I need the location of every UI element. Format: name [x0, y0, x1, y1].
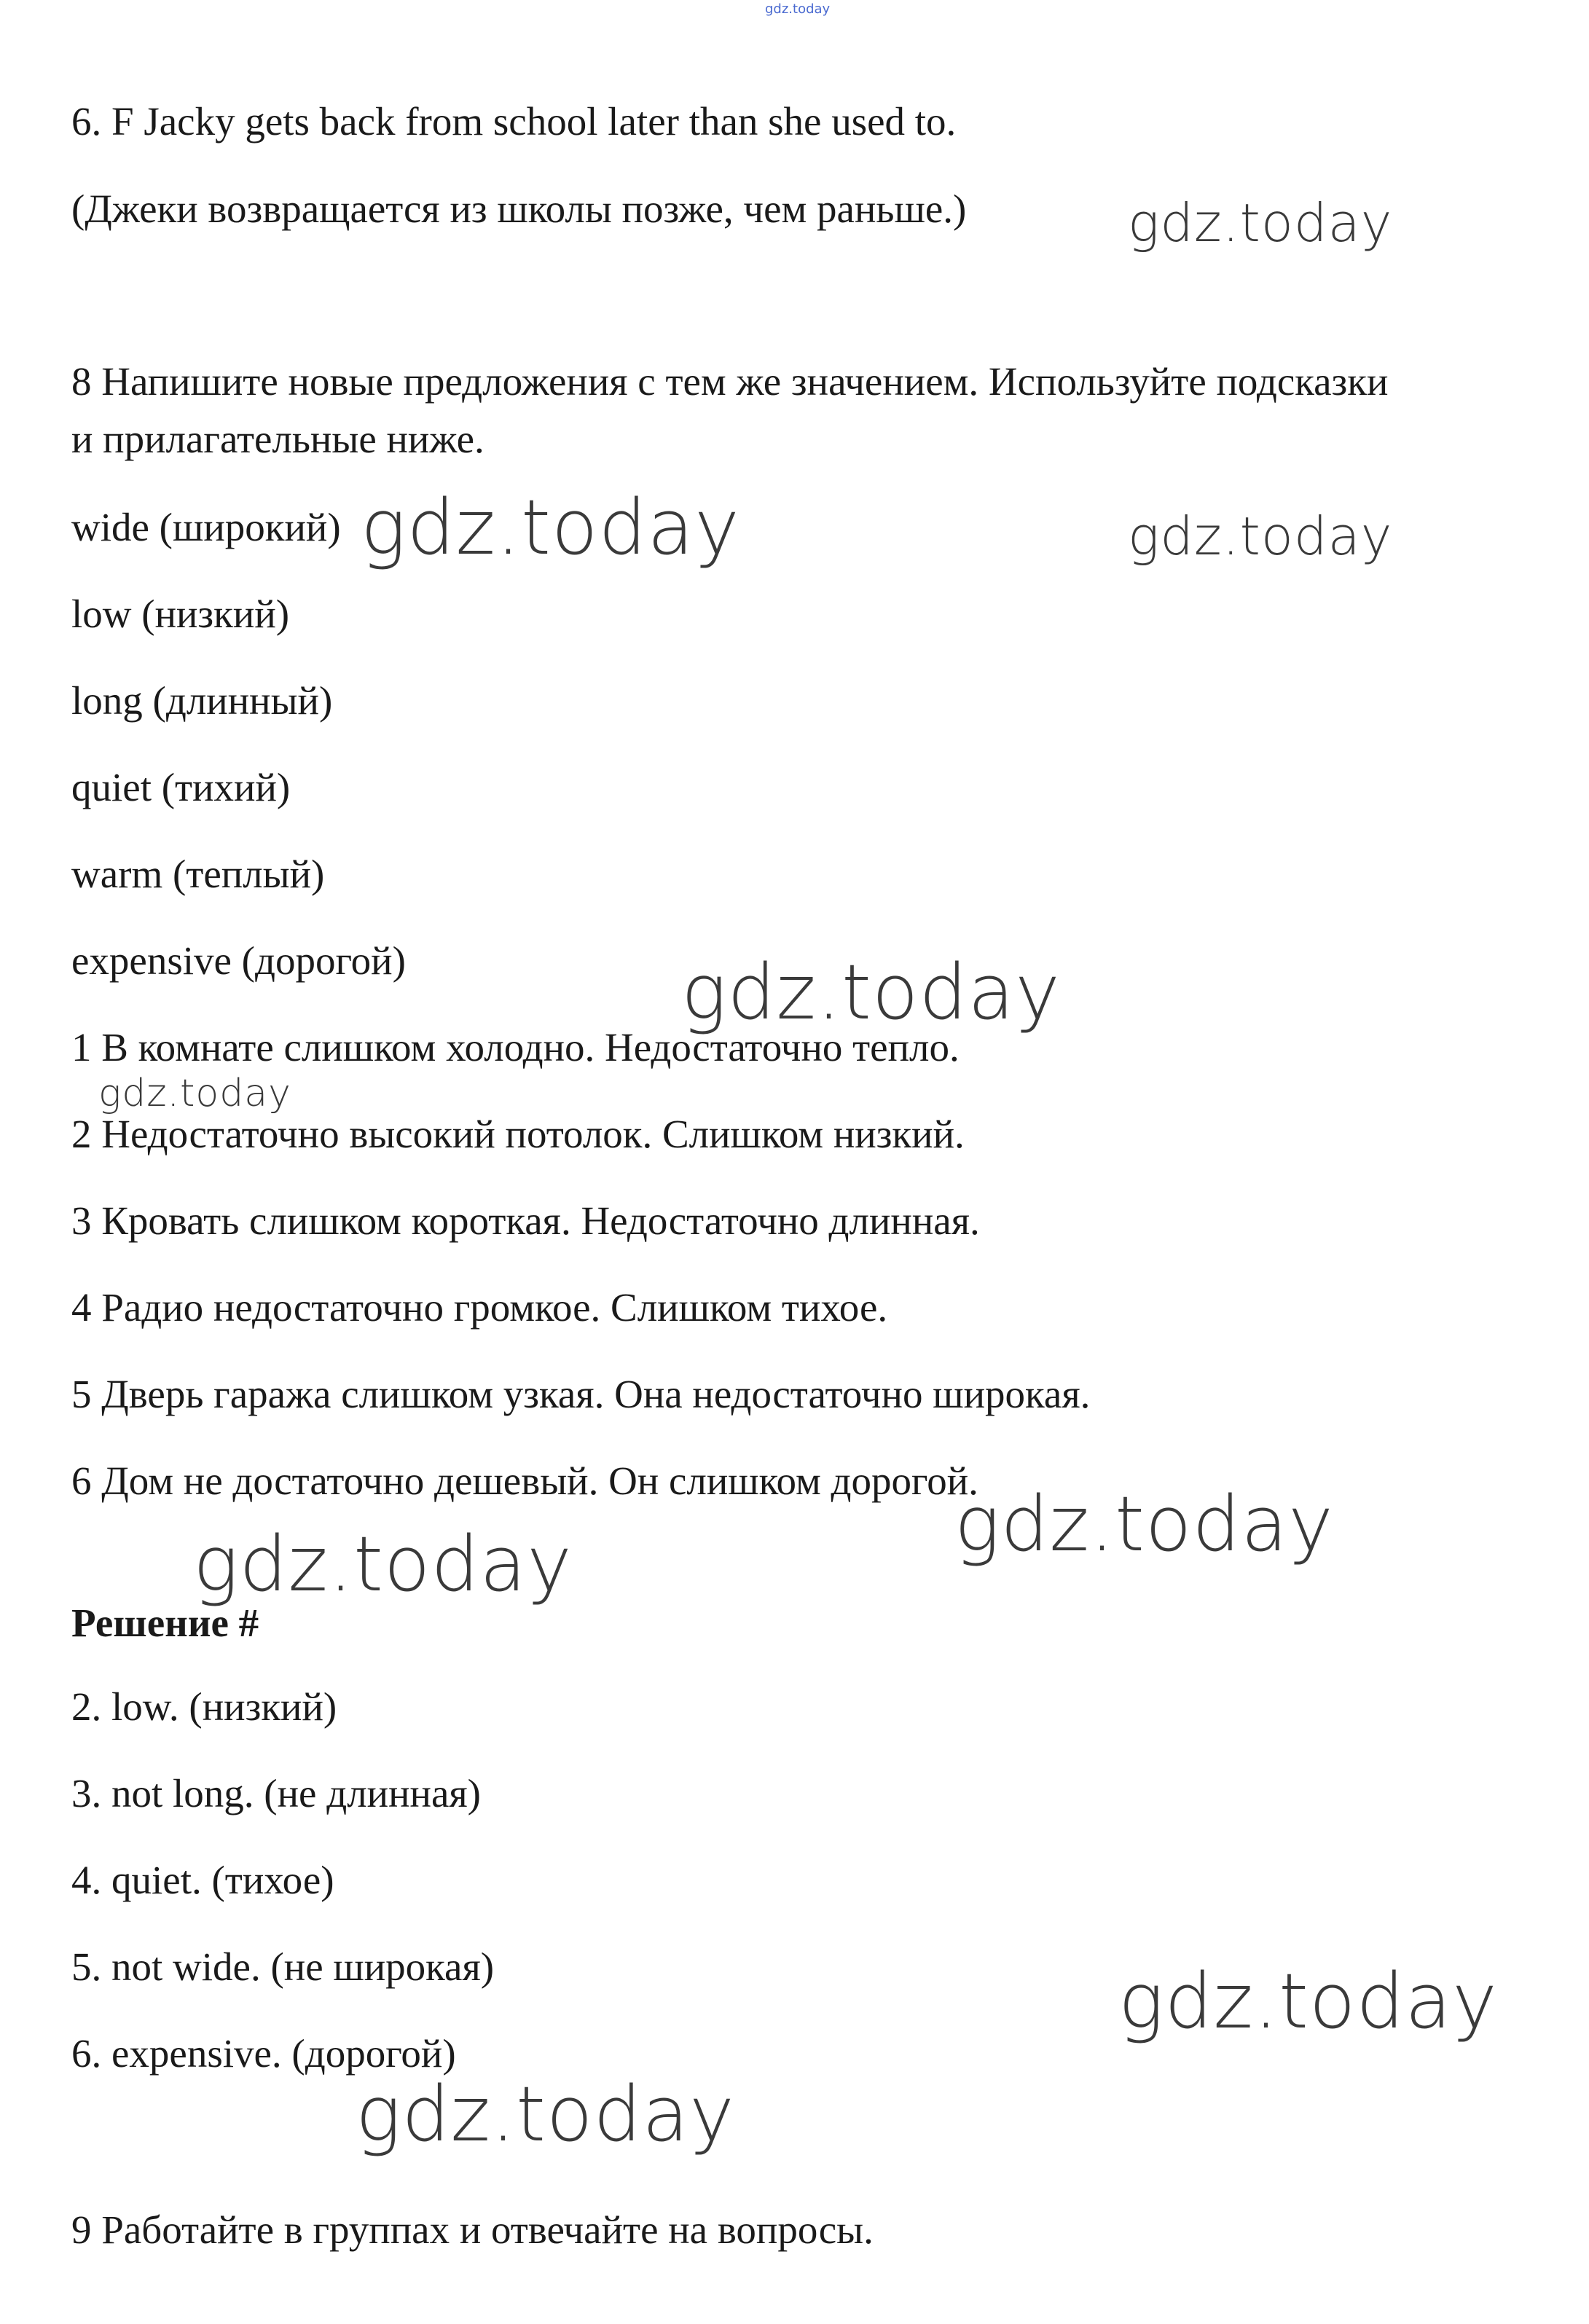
adjective-hint: low (низкий) [71, 592, 290, 636]
exercise-item: 5 Дверь гаража слишком узкая. Она недостаточно широкая. [71, 1372, 1091, 1416]
answer-item: 5. not wide. (не широкая) [71, 1944, 495, 1989]
exercise-item: 4 Радио недостаточно громкое. Слишком тихое. [71, 1285, 888, 1330]
exercise-item: 1 В комнате слишком холодно. Недостаточно тепло. [71, 1025, 960, 1069]
answer-item: 3. not long. (не длинная) [71, 1771, 481, 1815]
answer-item: 2. low. (низкий) [71, 1684, 337, 1729]
watermark: gdz.today [681, 948, 1061, 1037]
adjective-hint: quiet (тихий) [71, 765, 291, 809]
text-line: 6. F Jacky gets back from school later than she used to. [71, 99, 957, 144]
answer-item: 6. expensive. (дорогой) [71, 2031, 456, 2076]
watermark: gdz.today [1128, 506, 1393, 567]
exercise-item: 2 Недостаточно высокий потолок. Слишком низкий. [71, 1112, 965, 1156]
solution-heading: Решение # [71, 1601, 259, 1645]
watermark: gdz.today [361, 483, 740, 572]
text-line: (Джеки возвращается из школы позже, чем раньше.) [71, 187, 967, 231]
text-line: и прилагательные ниже. [71, 417, 484, 461]
watermark: gdz.today [1128, 192, 1393, 254]
text-line: 9 Работайте в группах и отвечайте на вопросы. [71, 2207, 874, 2252]
adjective-hint: expensive (дорогой) [71, 938, 406, 983]
watermark: gdz.today [193, 1520, 573, 1609]
header-watermark: gdz.today [765, 1, 831, 17]
adjective-hint: wide (широкий) [71, 505, 341, 549]
watermark: gdz.today [356, 2070, 735, 2159]
watermark: gdz.today [1118, 1957, 1498, 2046]
answer-item: 4. quiet. (тихое) [71, 1858, 334, 1902]
adjective-hint: warm (теплый) [71, 852, 325, 896]
adjective-hint: long (длинный) [71, 678, 333, 723]
watermark: gdz.today [954, 1480, 1334, 1569]
exercise-item: 3 Кровать слишком короткая. Недостаточно длинная. [71, 1198, 980, 1243]
watermark: gdz.today [98, 1072, 291, 1115]
text-line: 8 Напишите новые предложения с тем же значением. Используйте подсказки [71, 359, 1389, 404]
exercise-item: 6 Дом не достаточно дешевый. Он слишком дорогой. [71, 1459, 978, 1503]
